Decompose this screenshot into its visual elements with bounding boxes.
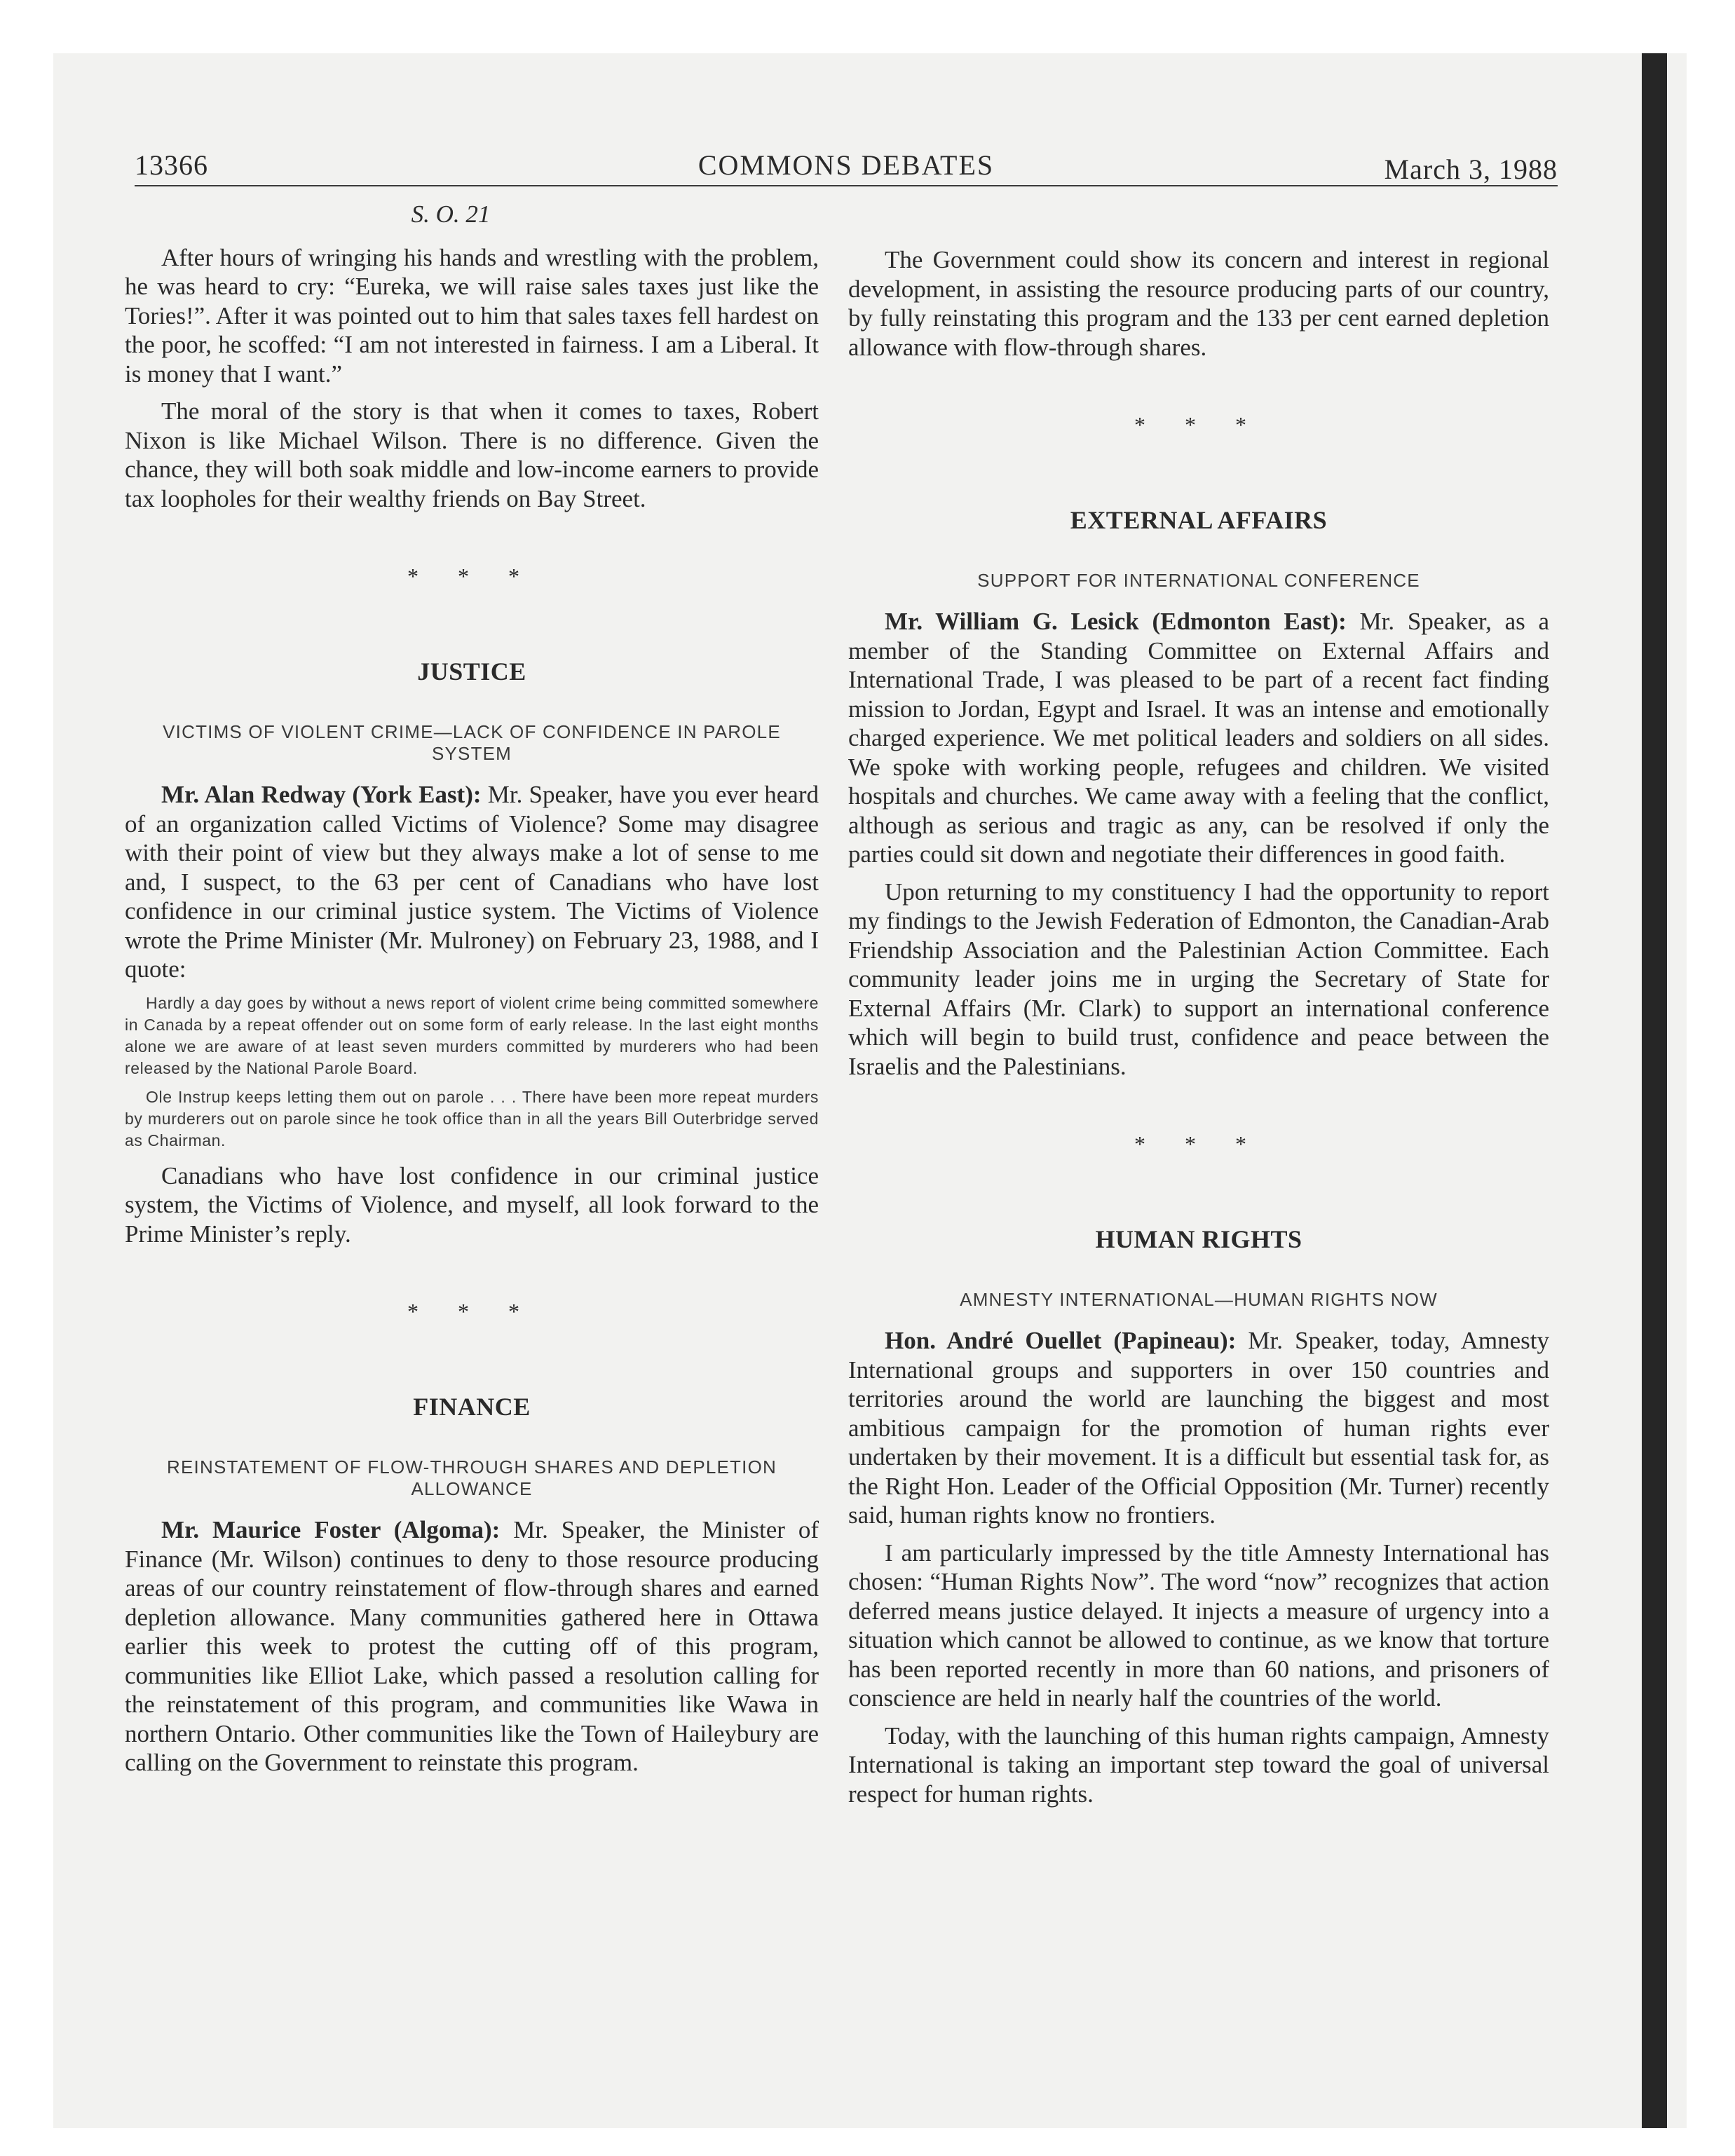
paragraph: The moral of the story is that when it comes to taxes, Robert Nixon is like Michael Wilson. There is no difference. Given the chance, they will both soak middle and low-income earners to provide tax loopholes for their wealthy friends on Bay Street. — [125, 397, 819, 512]
section-separator: * * * — [1134, 412, 1263, 437]
paragraph: Upon returning to my constituency I had the opportunity to report my findings to the Jewish Federation of Edmonton, the Canadian-Arab Friendship Association and the Palestinian Action Committee. Each community leader joins me in urging the Secretary of State for External Affairs (Mr. Clark) to support an international conference which will begin to build trust, confidence and peace between the Israelis and the Palestinians. — [848, 878, 1549, 1080]
speech-paragraph — [848, 1326, 1549, 1530]
section-heading: EXTERNAL AFFAIRS — [1070, 505, 1328, 534]
speaker-name: Mr. Alan Redway (York East): — [161, 781, 482, 808]
speech-text: Mr. Speaker, the Minister of Finance (Mr. Wilson) continues to deny to those resource producing areas of our country reinstatement of flow-through shares and earned depletion allowance. Many communities gathered here in Ottawa earlier this week to protest the cutting off of this program, communities like Elliot Lake, which passed a resolution calling for the reinstatement of this program, and communities like Wawa in northern Ontario. Other communities like the Town of Haileybury are calling on the Government to reinstate this program. — [125, 1516, 819, 1776]
paragraph: After hours of wringing his hands and wrestling with the problem, he was heard to cry: “Eureka, we will raise sales taxes just like the Tories!”. After it was pointed out to him that sales taxes fell hardest on the poor, he scoffed: “I am not interested in fairness. I am a Liberal. It is money that I want.” — [125, 243, 819, 388]
running-header — [135, 149, 1558, 188]
speaker-name: Hon. André Ouellet (Papineau): — [885, 1327, 1237, 1354]
paragraph: Today, with the launching of this human rights campaign, Amnesty International is taking an important step toward the goal of universal respect for human rights. — [848, 1721, 1549, 1808]
publication-title: COMMONS DEBATES — [698, 149, 995, 181]
section-subheading: REINSTATEMENT OF FLOW-THROUGH SHARES AND DEPLETION ALLOWANCE — [167, 1456, 777, 1499]
section-subheading: SUPPORT FOR INTERNATIONAL CONFERENCE — [977, 570, 1420, 591]
section-heading: JUSTICE — [417, 657, 526, 685]
scan-edge — [1642, 53, 1667, 2128]
paragraph: Canadians who have lost confidence in our criminal justice system, the Victims of Violence, and myself, all look forward to the Prime Minister’s reply. — [125, 1161, 819, 1248]
section-separator: * * * — [407, 564, 536, 589]
speaker-name: Mr. William G. Lesick (Edmonton East): — [885, 608, 1347, 635]
speaker-name: Mr. Maurice Foster (Algoma): — [161, 1516, 501, 1543]
header-rule — [135, 185, 1558, 186]
left-column — [125, 200, 819, 1786]
section-subheading: AMNESTY INTERNATIONAL—HUMAN RIGHTS NOW — [960, 1289, 1438, 1310]
speech-text: Mr. Speaker, have you ever heard of an organization called Victims of Violence? Some may disagree with their point of view but they always make a lot of sense to me and, I suspect, to the 63 per cent of Canadians who have lost confidence in our criminal justice system. The Victims of Violence wrote the Prime Minister (Mr. Mulroney) on February 23, 1988, and I quote: — [125, 781, 819, 983]
right-column — [848, 245, 1549, 1817]
speech-text: Mr. Speaker, today, Amnesty International groups and supporters in over 150 countries and territories around the world are launching the biggest and most ambitious campaign for the promotion of human rights ever undertaken by their movement. It is a difficult but essential task for, as the Right Hon. Leader of the Official Opposition (Mr. Turner) recently said, human rights know no frontiers. — [848, 1327, 1549, 1529]
section-subheading: VICTIMS OF VIOLENT CRIME—LACK OF CONFIDENCE IN PAROLE SYSTEM — [163, 721, 781, 764]
issue-date: March 3, 1988 — [1384, 153, 1558, 185]
page-number: 13366 — [135, 149, 208, 181]
speech-paragraph — [125, 780, 819, 984]
paragraph: I am particularly impressed by the title Amnesty International has chosen: “Human Rights Now”. The word “now” recognizes that action deferred means justice delayed. It injects a measure of urgency into a situation which cannot be allowed to continue, as we know that torture has been reported recently in more than 60 nations, and prisoners of conscience are held in nearly half the countries of the world. — [848, 1538, 1549, 1712]
section-heading: HUMAN RIGHTS — [1095, 1224, 1302, 1253]
paragraph: The Government could show its concern and interest in regional development, in assisting the resource producing parts of our country, by fully reinstating this program and the 133 per cent earned depletion allowance with flow-through shares. — [848, 246, 1549, 361]
section-external-affairs — [848, 506, 1549, 1082]
speech-paragraph — [848, 607, 1549, 869]
quote-paragraph: Hardly a day goes by without a news report of violent crime being committed somewhere in Canada by a repeat offender out on some form of early release. In the last eight months alone we are aware of at least seven murders committed by murderers who had been released by the National Parole Board. — [125, 993, 819, 1077]
section-finance — [125, 1393, 819, 1778]
section-heading: FINANCE — [413, 1392, 531, 1421]
quote-paragraph: Ole Instrup keeps letting them out on parole . . . There have been more repeat murders by murderers out on parole since he took office than in all the years Bill Outerbridge served as Chairman. — [125, 1087, 819, 1149]
section-separator: * * * — [407, 1299, 536, 1324]
speech-text: Mr. Speaker, as a member of the Standing Committee on External Affairs and International Trade, I was pleased to be part of a recent fact finding mission to Jordan, Egypt and Israel. It was an intense and emotionally charged experience. We met political leaders and soldiers on all sides. We spoke with working people, refugees and children. We visited hospitals and churches. We came away with a feeling that the conflict, although as serious and tragic as any, can be resolved if only the parties could sit down and negotiate their differences in good faith. — [848, 608, 1550, 868]
standing-order-marker: S. O. 21 — [411, 200, 491, 228]
section-justice — [125, 657, 819, 1249]
speech-paragraph — [125, 1515, 819, 1778]
block-quote — [125, 992, 819, 1152]
section-human-rights — [848, 1225, 1549, 1809]
section-separator: * * * — [1134, 1131, 1263, 1157]
